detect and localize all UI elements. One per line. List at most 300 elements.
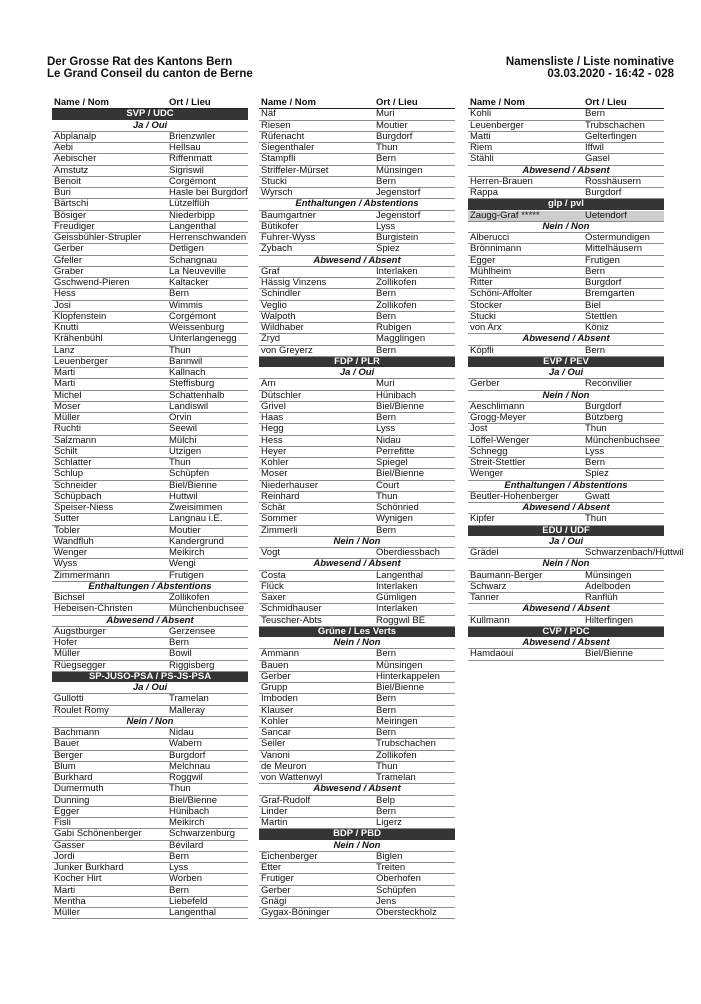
member-row [259, 807, 455, 818]
member-place: Riffenmatt [169, 153, 213, 165]
vote-category-header: Enthaltungen / Abstentions [259, 199, 455, 210]
member-name: Amstutz [54, 164, 89, 176]
member-place: Münsingen [376, 164, 423, 176]
member-place: Schüpfen [169, 468, 210, 480]
member-place: Gümligen [376, 592, 417, 603]
member-name: Hess [261, 434, 283, 446]
member-name: Müller [54, 412, 80, 423]
member-name: Veglio [261, 299, 287, 311]
member-place: Biel/Bienne [376, 682, 425, 693]
member-place: Bern [376, 727, 397, 738]
member-name: Schüpbach [54, 490, 102, 502]
member-place: Biel [585, 299, 601, 311]
member-name: Augstburger [54, 625, 106, 637]
member-place: Biel/Bienne [376, 468, 425, 480]
member-place: Interlaken [376, 580, 418, 592]
member-name: Zryd [261, 333, 280, 345]
member-name: Speiser-Niess [54, 502, 114, 513]
member-place: Lyss [376, 220, 396, 232]
member-place: Kallnach [169, 367, 206, 378]
member-name: Stucki [261, 175, 287, 187]
member-name: Gfeller [54, 254, 82, 266]
member-place: Bern [169, 884, 190, 896]
member-name: Josi [54, 299, 71, 311]
member-place: Bern [585, 344, 606, 356]
member-row [52, 841, 248, 852]
member-name: Niederhauser [261, 479, 319, 491]
member-place: Unterlangenegg [169, 333, 237, 345]
member-place: Interlaken [376, 603, 418, 615]
member-row [468, 413, 664, 424]
member-name: Grivel [261, 400, 286, 412]
member-place: Burgdorf [585, 277, 622, 288]
vote-category-header: Abwesend / Absent [468, 604, 664, 615]
member-name: Herren-Brauen [470, 175, 533, 187]
member-place: Schwarzenbach/Huttwil [585, 547, 684, 558]
member-name: Gerber [261, 670, 291, 682]
member-place: Schüpfen [376, 884, 417, 896]
member-place: Bern [376, 175, 397, 187]
member-place: Bern [169, 637, 190, 648]
member-place: Langenthal [169, 907, 217, 918]
member-name: Hegg [261, 423, 284, 435]
member-name: Blum [54, 760, 76, 772]
member-name: Ritter [470, 277, 493, 288]
member-place: Stettlen [585, 310, 618, 322]
member-place: Wengi [169, 558, 196, 570]
member-row [259, 154, 455, 165]
member-place: Bern [376, 648, 397, 660]
member-row [52, 154, 248, 165]
vote-category-header: Nein / Non [468, 391, 664, 402]
member-place: Kaltacker [169, 277, 209, 288]
column-header-name: Name / Nom [470, 97, 525, 108]
member-name: Krähenbühl [54, 333, 103, 345]
member-place: Lützelflüh [169, 198, 210, 210]
member-place: Spiez [585, 468, 609, 480]
member-name: Stocker [470, 299, 503, 311]
member-row [259, 391, 455, 402]
member-place: Bowil [169, 648, 192, 660]
member-place: Moutier [169, 524, 201, 536]
member-place: Corgémont [169, 175, 216, 187]
member-place: Malleray [169, 704, 205, 716]
member-place: Zollikofen [376, 749, 417, 761]
member-row [259, 289, 455, 300]
member-name: Stampfli [261, 153, 296, 165]
member-row [468, 649, 664, 660]
member-row [468, 267, 664, 278]
member-place: Thun [585, 513, 607, 525]
member-place: Biel/Bienne [169, 794, 218, 806]
member-row [52, 166, 248, 177]
vote-category-header: Abwesend / Absent [468, 638, 664, 649]
member-name: Abplanalp [54, 130, 97, 142]
member-row [52, 829, 248, 840]
member-name: Benoit [54, 175, 81, 187]
member-row [259, 244, 455, 255]
member-place: Biel/Bienne [169, 479, 218, 491]
member-name: Sutter [54, 513, 80, 525]
member-place: Zollikofen [376, 299, 417, 311]
member-name: Geissbühler-Strupler [54, 232, 142, 243]
member-name: Fuhrer-Wyss [261, 232, 316, 243]
member-place: Biel/Bienne [585, 648, 634, 660]
member-place: Oberhofen [376, 873, 421, 885]
member-place: Bern [585, 265, 606, 277]
member-name: Gabi Schönenberger [54, 828, 142, 840]
member-row [52, 368, 248, 379]
member-name: Kohler [261, 457, 289, 468]
member-row [468, 289, 664, 300]
member-place: Oberdiessbach [376, 547, 440, 558]
member-place: Burgdorf [169, 749, 206, 761]
member-row [52, 649, 248, 660]
member-row [259, 413, 455, 424]
member-place: Utzigen [169, 445, 202, 457]
member-row [259, 424, 455, 435]
member-place: Schönried [376, 502, 419, 513]
member-row [52, 627, 248, 638]
member-row [52, 244, 248, 255]
member-place: Burgdorf [585, 400, 622, 412]
member-name: Grädel [470, 547, 499, 558]
member-place: Landiswil [169, 400, 209, 412]
member-name: von Wattenwyl [261, 772, 323, 783]
member-name: Stucki [470, 310, 496, 322]
member-name: Wyrsch [261, 187, 293, 198]
member-name: Graber [54, 265, 84, 277]
member-name: Gygax-Böninger [261, 907, 330, 918]
member-row [259, 492, 455, 503]
member-row [52, 751, 248, 762]
member-name: Freudiger [54, 220, 95, 232]
member-row [52, 132, 248, 143]
vote-category-header: Ja / Oui [52, 683, 248, 694]
member-place: Bern [169, 288, 190, 300]
vote-category-header: Abwesend / Absent [468, 166, 664, 177]
member-name: Graf-Rudolf [261, 794, 311, 806]
member-place: Rosshäusern [585, 175, 641, 187]
member-name: Moser [261, 468, 288, 480]
member-name: Tanner [470, 592, 500, 603]
member-name: Kocher Hirt [54, 873, 102, 885]
member-name: Martin [261, 817, 288, 828]
member-place: Brienzwiler [169, 130, 216, 142]
member-place: Schwarzenburg [169, 828, 236, 840]
member-name: Schneider [54, 479, 97, 491]
member-row [52, 391, 248, 402]
member-row [52, 874, 248, 885]
vote-category-header: Abwesend / Absent [468, 334, 664, 345]
member-name: Frutiger [261, 873, 294, 885]
member-place: Hasle bei Burgdorf [169, 187, 248, 198]
member-name: Imboden [261, 693, 298, 705]
member-name: von Greyerz [261, 344, 313, 356]
member-place: Jegenstorf [376, 209, 421, 221]
member-place: Zweisimmen [169, 502, 223, 513]
member-name: Baumann-Berger [470, 569, 543, 581]
member-name: Zybach [261, 243, 293, 255]
member-place: Lyss [585, 445, 605, 457]
member-name: Rüegsegger [54, 659, 106, 671]
member-place: Lyss [169, 862, 189, 873]
member-place: Frutigen [585, 254, 620, 266]
member-name: Gullotti [54, 693, 84, 705]
member-place: Wimmis [169, 299, 203, 311]
member-name: Schär [261, 502, 286, 513]
member-name: Müller [54, 648, 80, 660]
member-name: Egger [54, 805, 80, 817]
member-name: Arn [261, 378, 276, 390]
member-name: Dütschler [261, 389, 302, 401]
member-name: Wandfluh [54, 535, 94, 547]
member-row [52, 278, 248, 289]
member-row [259, 908, 455, 919]
member-name: Gerber [54, 243, 84, 255]
member-place: Rubigen [376, 322, 412, 333]
member-name: Schilt [54, 445, 78, 457]
member-name: Lanz [54, 344, 75, 356]
party-header: EVP / PEV [468, 357, 664, 368]
member-place: Zollikofen [169, 592, 210, 603]
vote-category-header: Nein / Non [259, 841, 455, 852]
member-name: Berger [54, 749, 83, 761]
member-name: Ruchti [54, 423, 81, 435]
member-place: Spiegel [376, 457, 408, 468]
member-place: Ostermundigen [585, 232, 650, 243]
member-row [468, 132, 664, 143]
member-place: Huttwil [169, 490, 198, 502]
member-name: Leuenberger [54, 355, 108, 367]
member-row [468, 514, 664, 525]
member-place: Thun [376, 142, 398, 153]
party-header: FDP / PLR [259, 357, 455, 368]
member-place: Wabern [169, 738, 202, 750]
member-name: Marti [54, 367, 76, 378]
member-name: Riesen [261, 119, 291, 131]
member-place: Riggisberg [169, 659, 215, 671]
member-row [259, 649, 455, 660]
member-row [52, 469, 248, 480]
member-place: Trubschachen [376, 738, 436, 750]
member-place: Münsingen [376, 659, 423, 671]
member-place: Burgistein [376, 232, 419, 243]
member-place: Gwatt [585, 490, 610, 502]
member-place: Schangnau [169, 254, 218, 266]
member-name: Buri [54, 187, 71, 198]
member-place: Gasel [585, 153, 610, 165]
member-name: Sommer [261, 513, 297, 525]
vote-category-header: Ja / Oui [52, 121, 248, 132]
member-place: Bern [376, 693, 397, 705]
column-header-name: Name / Nom [54, 97, 109, 108]
member-place: Münchenbuchsee [585, 434, 660, 446]
parliament-title-fr: Le Grand Conseil du canton de Berne [47, 68, 253, 80]
member-place: Hünibach [169, 805, 210, 817]
member-row [52, 379, 248, 390]
member-row [52, 908, 248, 919]
member-row [259, 582, 455, 593]
member-name: Wildhaber [261, 322, 304, 333]
member-name: Bütikofer [261, 220, 299, 232]
member-name: Vanoni [261, 749, 290, 761]
member-name: Siegenthaler [261, 142, 315, 153]
member-place: Burgdorf [585, 187, 622, 198]
member-name: Jordi [54, 850, 75, 862]
member-row [259, 334, 455, 345]
parliament-title-de: Der Grosse Rat des Kantons Bern [47, 56, 233, 68]
member-name: Burkhard [54, 772, 93, 783]
member-name: Linder [261, 805, 288, 817]
member-name: Bauer [54, 738, 80, 750]
member-row [259, 458, 455, 469]
member-name: Walpoth [261, 310, 296, 322]
member-place: Langenthal [376, 569, 424, 581]
member-place: Trubschachen [585, 119, 645, 131]
document-header-right [506, 56, 674, 80]
member-name: Vogt [261, 547, 281, 558]
member-place: Nidau [376, 434, 401, 446]
member-place: Lyss [376, 423, 396, 435]
document-header-left [47, 56, 253, 80]
party-header: SP-JUSO-PSA / PS-JS-PSA [52, 672, 248, 683]
member-name: Knutti [54, 322, 79, 333]
member-place: Langenthal [169, 220, 217, 232]
member-place: Bern [376, 153, 397, 165]
member-row [468, 379, 664, 390]
member-place: Orvin [169, 412, 192, 423]
member-name: Eichenberger [261, 850, 318, 862]
party-header: EDU / UDF [468, 526, 664, 537]
member-place: Roggwil [169, 772, 203, 783]
member-place: Kandergrund [169, 535, 224, 547]
member-place: Mittelhäusern [585, 243, 643, 255]
member-row [259, 886, 455, 897]
member-place: Ranflüh [585, 592, 618, 603]
member-place: Interlaken [376, 265, 418, 277]
member-name: Hamdaoui [470, 648, 514, 660]
member-place: Melchnau [169, 760, 211, 772]
member-place: Bern [376, 344, 397, 356]
member-row [468, 301, 664, 312]
list-title: Namensliste / Liste nominative [505, 56, 674, 68]
member-name: von Arx [470, 322, 502, 333]
column-header-name: Name / Nom [261, 97, 316, 108]
member-place: Bern [376, 310, 397, 322]
member-row [52, 436, 248, 447]
vote-category-header: Abwesend / Absent [468, 503, 664, 514]
party-header: glp / pvl [468, 199, 664, 210]
member-name: Wenger [470, 468, 504, 480]
vote-category-header: Abwesend / Absent [259, 256, 455, 267]
member-row [259, 109, 455, 120]
member-place: Bern [376, 524, 397, 536]
vote-category-header: Nein / Non [259, 537, 455, 548]
member-place: Jegenstorf [376, 187, 421, 198]
member-place: Zollikofen [376, 277, 417, 288]
member-name: Zimmerli [261, 524, 298, 536]
member-place: Gerzensee [169, 625, 216, 637]
member-row [52, 638, 248, 649]
member-place: Adelboden [585, 580, 631, 592]
member-name: Ammann [261, 648, 300, 660]
member-row [468, 154, 664, 165]
member-name: Baumgartner [261, 209, 316, 221]
member-name: Zaugg-Graf ***** [470, 209, 540, 221]
member-name: Bärtschi [54, 198, 89, 210]
member-place: Seewil [169, 423, 197, 435]
member-row [259, 852, 455, 863]
member-name: Kipfer [470, 513, 495, 525]
member-place: Reconvilier [585, 378, 632, 390]
member-name: Gnägi [261, 895, 287, 907]
member-place: Thun [169, 457, 191, 468]
vote-category-header: Nein / Non [52, 717, 248, 728]
member-name: Kullmann [470, 614, 510, 626]
member-row [52, 739, 248, 750]
member-name: Näf [261, 108, 276, 120]
member-place: Iffwil [585, 142, 604, 153]
member-row [259, 739, 455, 750]
member-place: Muri [376, 108, 395, 120]
member-name: Löffel-Wenger [470, 434, 530, 446]
member-row [259, 447, 455, 458]
member-name: Kohli [470, 108, 492, 120]
vote-category-header: Abwesend / Absent [259, 784, 455, 795]
member-name: Aebi [54, 142, 74, 153]
member-row [52, 199, 248, 210]
vote-category-header: Nein / Non [468, 222, 664, 233]
member-row [52, 728, 248, 739]
member-name: Schlup [54, 468, 84, 480]
member-row [468, 469, 664, 480]
member-place: Herrenschwanden [169, 232, 247, 243]
member-row [52, 424, 248, 435]
member-name: Bachmann [54, 727, 100, 738]
member-name: Matti [470, 130, 491, 142]
member-name: Hess [54, 288, 76, 300]
member-place: Ligerz [376, 817, 402, 828]
member-row [259, 672, 455, 683]
member-name: Hebeisen-Christen [54, 603, 133, 615]
member-row [52, 897, 248, 908]
member-name: Grogg-Meyer [470, 412, 526, 423]
member-name: Egger [470, 254, 496, 266]
member-row [259, 379, 455, 390]
vote-category-header: Ja / Oui [468, 537, 664, 548]
member-name: Schöni-Affolter [470, 288, 533, 300]
member-name: Wenger [54, 547, 88, 558]
member-name: Gschwend-Pieren [54, 277, 130, 288]
member-name: Schwarz [470, 580, 507, 592]
member-name: Reinhard [261, 490, 300, 502]
member-name: Rappa [470, 187, 498, 198]
vote-category-header: Nein / Non [468, 559, 664, 570]
vote-category-header: Enthaltungen / Abstentions [468, 481, 664, 492]
member-place: Detligen [169, 243, 204, 255]
member-place: Bern [376, 412, 397, 423]
member-name: Bösiger [54, 209, 87, 221]
member-name: Zimmermann [54, 569, 110, 581]
member-name: Wyss [54, 558, 78, 570]
member-name: Mühlheim [470, 265, 512, 277]
member-row [52, 402, 248, 413]
member-place: Bern [376, 805, 397, 817]
member-row [52, 289, 248, 300]
member-row [259, 796, 455, 807]
member-name: Heyer [261, 445, 287, 457]
